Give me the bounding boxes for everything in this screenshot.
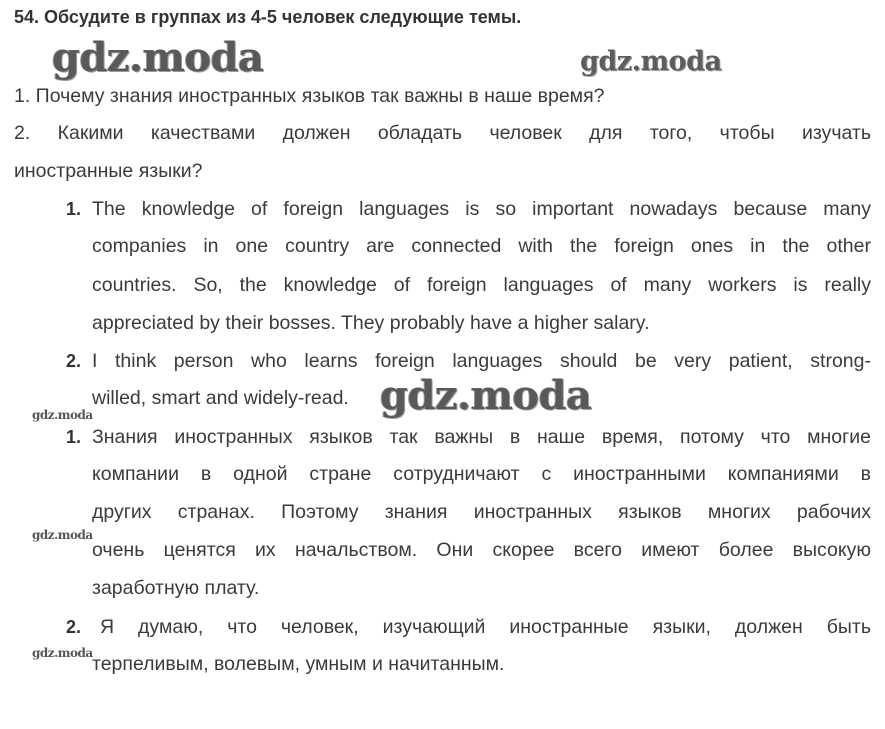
answer-number: 2. [66, 617, 82, 637]
answer-line: countries. So, the knowledge of foreign languages of many workers is really [92, 274, 871, 296]
answer-number: 1. [66, 427, 82, 447]
watermark-logo: gdz.moda [32, 408, 93, 422]
answer-line: заработную плату. [92, 577, 260, 599]
answer-line: Я думаю, что человек, изучающий иностранные языки, должен быть [100, 616, 871, 638]
answer-line: терпеливым, волевым, умным и начитанным. [92, 653, 505, 675]
answer-number: 2. [66, 351, 82, 371]
answer-line: Знания иностранных языков так важны в наше время, потому что многие [92, 426, 871, 448]
watermark-logo: gdz.moda [32, 528, 93, 542]
watermark-logo: gdz.moda [32, 646, 93, 660]
answer-line: других странах. Поэтому знания иностранных языков многих рабочих [92, 501, 871, 523]
question-line: 2. Какими качествами должен обладать человек для того, чтобы изучать [14, 122, 871, 144]
question-line: иностранные языки? [14, 160, 203, 182]
answer-line: willed, smart and widely-read. [92, 387, 349, 409]
watermark-logo: gdz.moda [580, 46, 722, 77]
exercise-title: 54. Обсудите в группах из 4-5 человек следующие темы. [14, 7, 522, 27]
answer-line: очень ценятся их начальством. Они скорее всего имеют более высокую [92, 539, 871, 561]
watermark-logo: gdz.moda [52, 34, 264, 81]
answer-line: I think person who learns foreign languages should be very patient, strong- [92, 350, 871, 372]
answer-number: 1. [66, 199, 82, 219]
answer-line: компании в одной стране сотрудничают с иностранными компаниями в [92, 463, 871, 485]
watermark-logo: gdz.moda [380, 372, 592, 419]
answer-line: The knowledge of foreign languages is so important nowadays because many [92, 198, 871, 220]
answer-line: appreciated by their bosses. They probably have a higher salary. [92, 312, 650, 334]
answer-line: companies in one country are connected with the foreign ones in the other [92, 235, 871, 257]
question-line: 1. Почему знания иностранных языков так важны в наше время? [14, 85, 605, 107]
